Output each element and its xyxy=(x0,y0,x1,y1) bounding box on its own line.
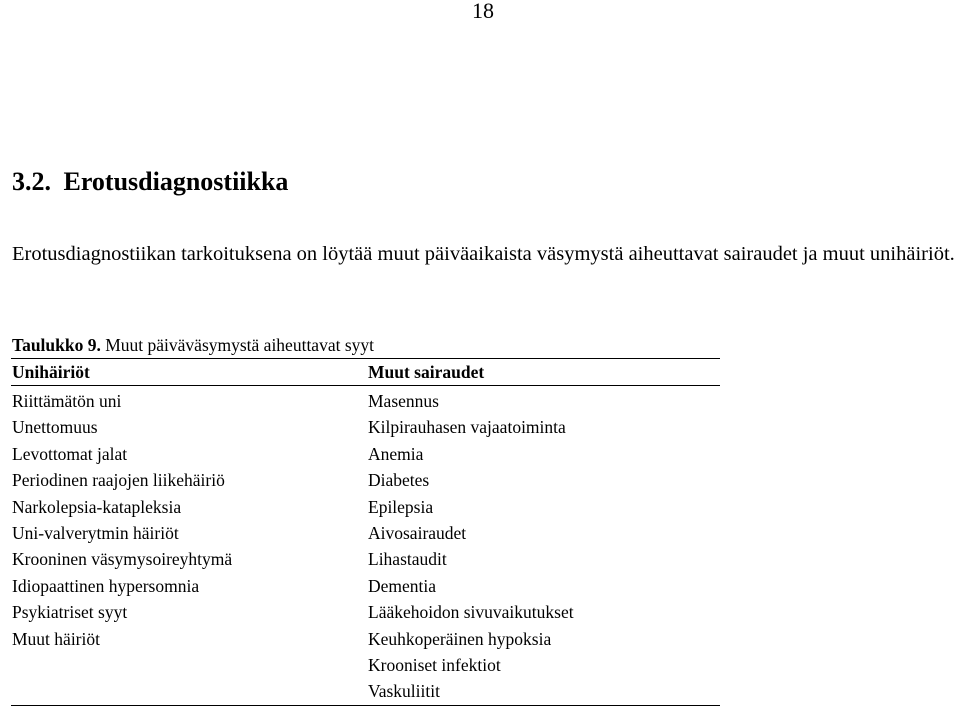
table-cell: Vaskuliitit xyxy=(368,681,440,702)
header-sleep-disorders: Unihäiriöt xyxy=(12,362,90,382)
table-cell: Aivosairaudet xyxy=(368,522,467,543)
table-cell xyxy=(11,652,368,678)
table-cell: Psykiatriset syyt xyxy=(12,602,128,623)
table-row xyxy=(11,546,720,572)
table-caption-label: Taulukko 9. xyxy=(12,335,101,355)
table-cell xyxy=(11,678,368,704)
table-caption-text: Muut päiväväsymystä aiheuttavat syyt xyxy=(105,335,374,355)
table-cell: Dementia xyxy=(368,575,437,596)
page-number: 18 xyxy=(472,0,494,23)
table-row xyxy=(11,388,720,414)
table-cell: Idiopaattinen hypersomnia xyxy=(12,575,200,596)
table-cell: Anemia xyxy=(368,443,424,464)
section-title: Erotusdiagnostiikka xyxy=(63,167,289,196)
table-body xyxy=(11,386,720,705)
table-row xyxy=(11,520,720,546)
table-row xyxy=(11,678,720,704)
table-row xyxy=(11,626,720,652)
table-cell: Masennus xyxy=(368,391,439,411)
section-number: 3.2. xyxy=(12,167,51,196)
table-cell: Unettomuus xyxy=(12,417,98,438)
table-cell: Muut häiriöt xyxy=(12,628,100,649)
table-cell: Epilepsia xyxy=(368,496,434,517)
table-row xyxy=(11,652,720,678)
section-heading xyxy=(12,165,288,199)
table-cell: Periodinen raajojen liikehäiriö xyxy=(12,470,225,491)
causes-table xyxy=(11,358,720,706)
table-cell: Krooninen väsymysoireyhtymä xyxy=(12,549,233,570)
table-cell: Diabetes xyxy=(368,470,430,491)
table-cell: Kilpirauhasen vajaatoiminta xyxy=(368,417,566,438)
table-cell: Lääkehoidon sivuvaikutukset xyxy=(368,602,574,623)
table-cell: Uni-valverytmin häiriöt xyxy=(12,522,179,543)
table-header-row xyxy=(11,359,720,386)
table-row xyxy=(11,441,720,467)
table-row xyxy=(11,599,720,625)
table-row xyxy=(11,414,720,440)
table-cell: Narkolepsia-katapleksia xyxy=(12,496,182,517)
header-other-diseases: Muut sairaudet xyxy=(368,362,485,382)
table-row xyxy=(11,494,720,520)
table-row xyxy=(11,573,720,599)
table-cell: Lihastaudit xyxy=(368,549,447,570)
table-cell: Riittämätön uni xyxy=(12,391,122,411)
table-cell: Levottomat jalat xyxy=(12,443,128,464)
table-caption xyxy=(12,334,374,356)
table-cell: Krooniset infektiot xyxy=(368,654,501,675)
table-cell: Keuhkoperäinen hypoksia xyxy=(368,628,552,649)
body-paragraph: Erotusdiagnostiikan tarkoituksena on löytää muut päiväaikaista väsymystä aiheuttavat sairaudet ja muut unihäiriöt. xyxy=(12,243,955,265)
table-row xyxy=(11,467,720,493)
